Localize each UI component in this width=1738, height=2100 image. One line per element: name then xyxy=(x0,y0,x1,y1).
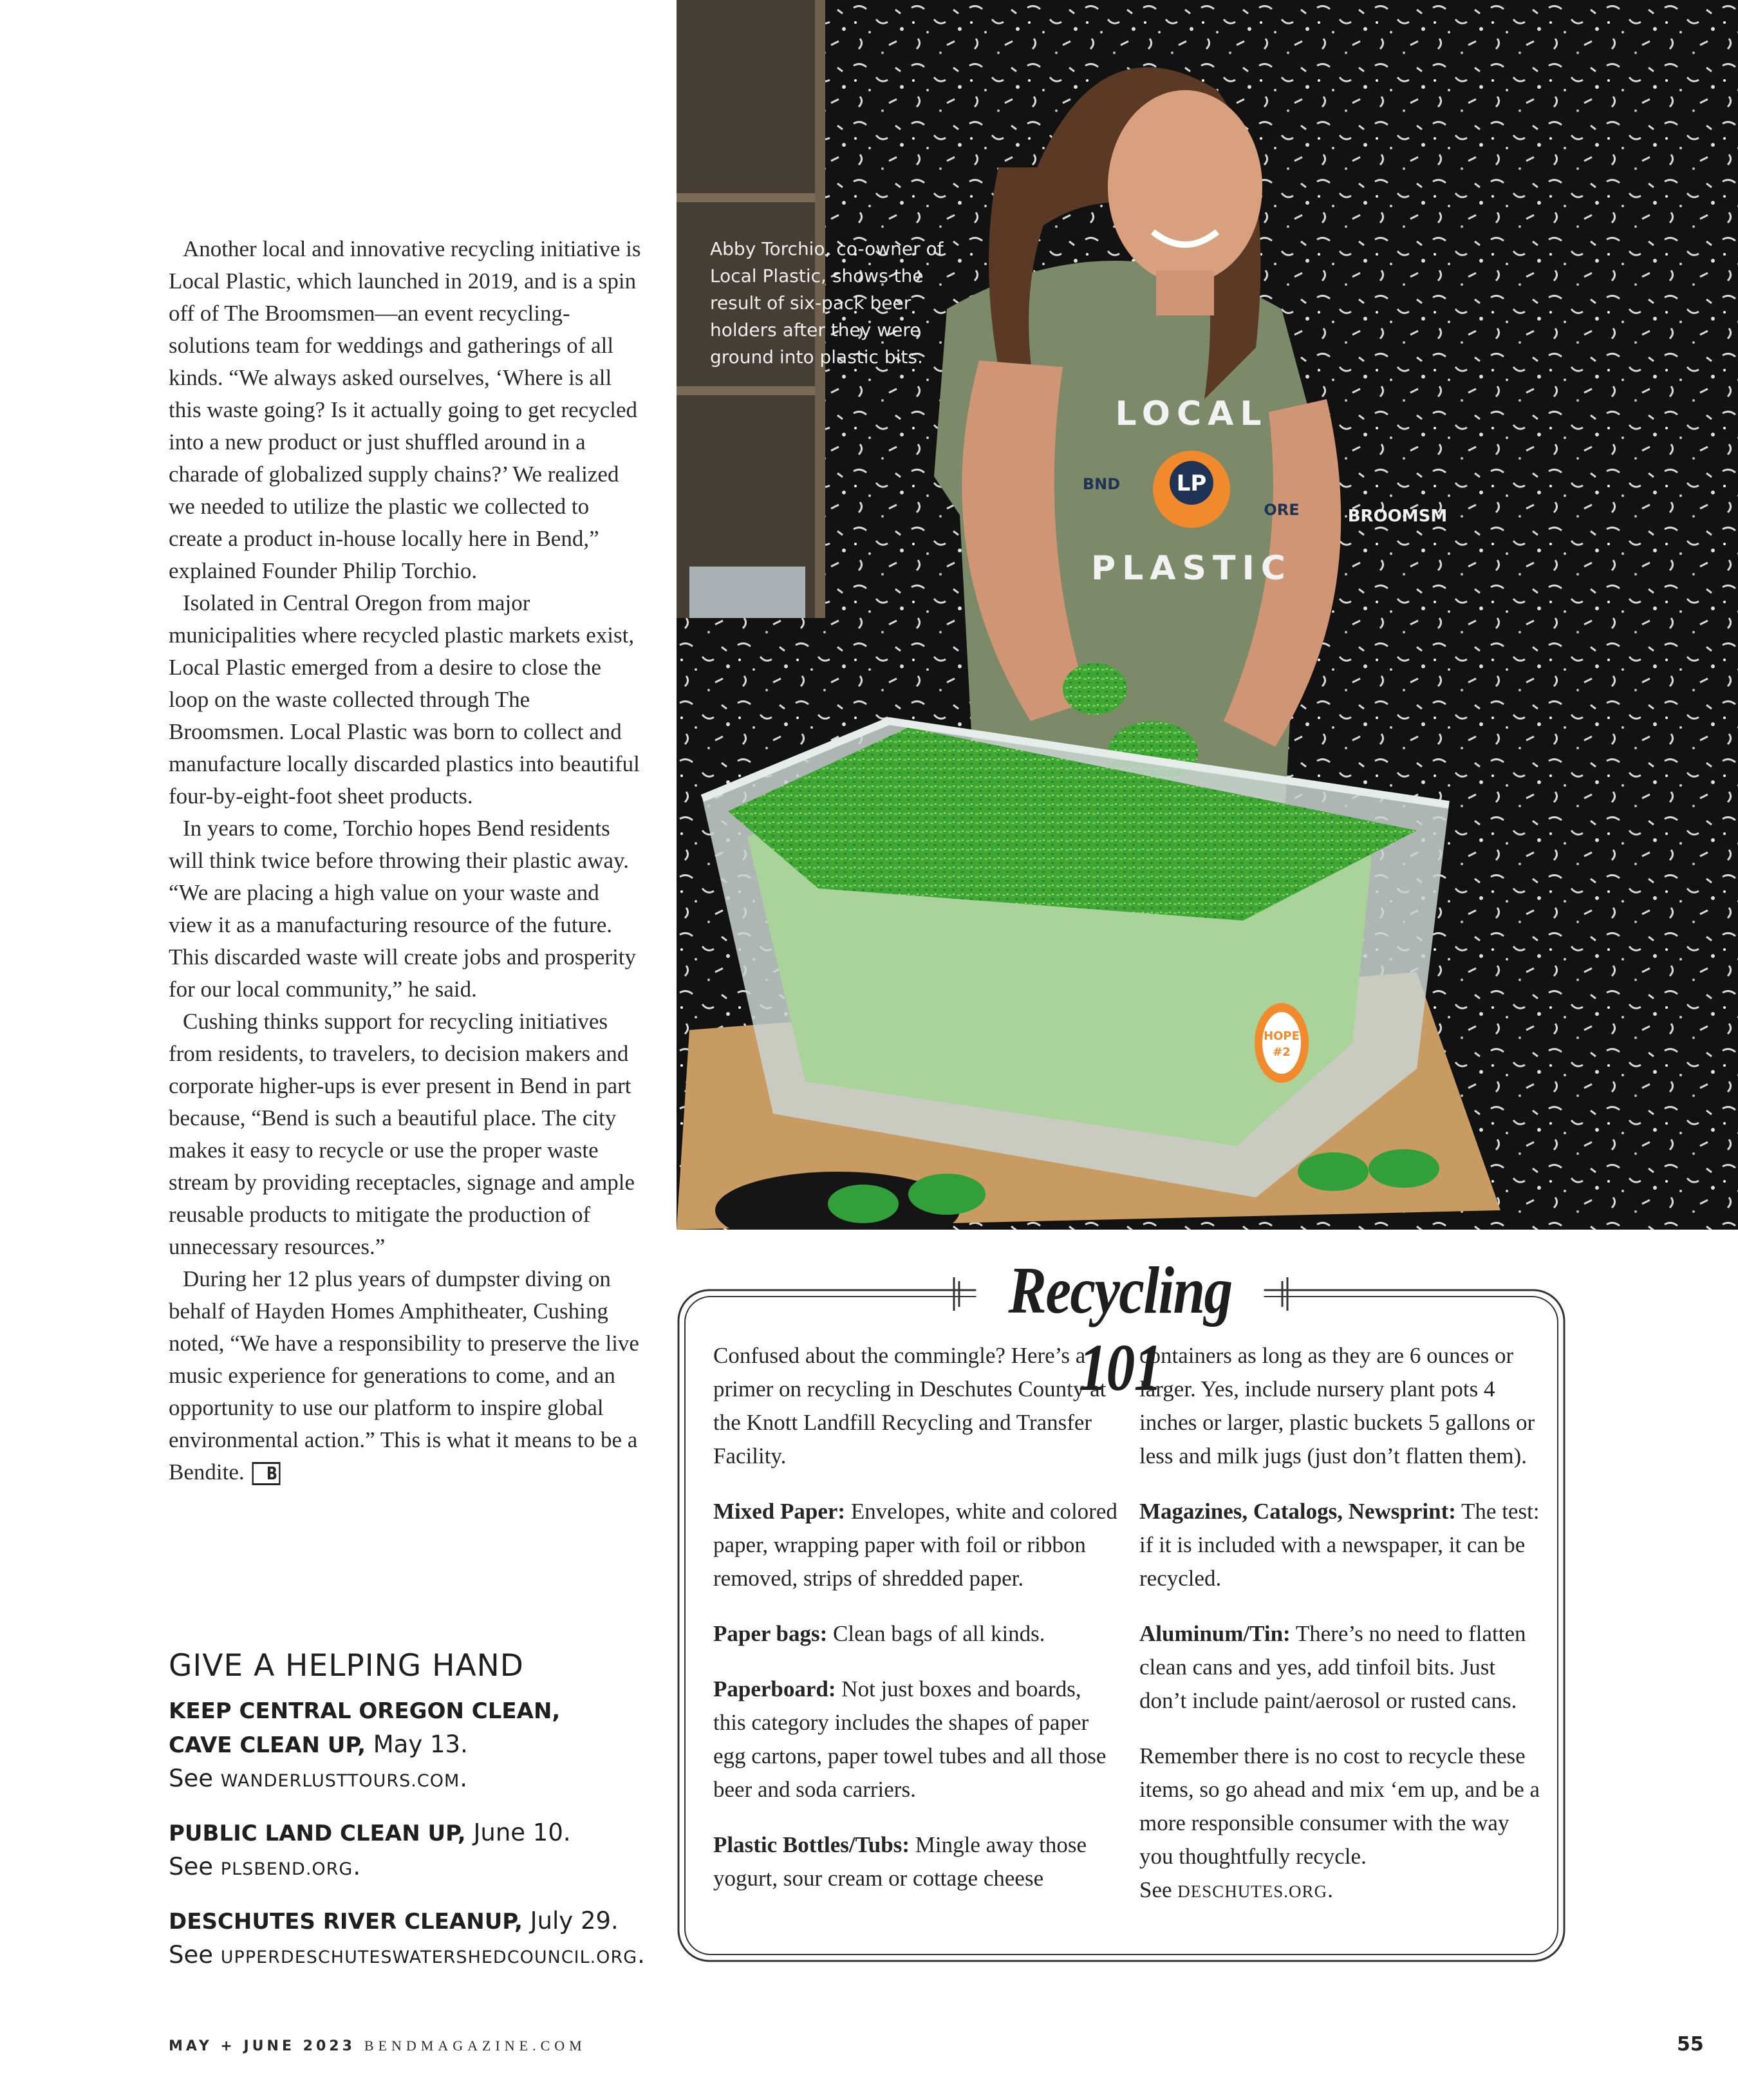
sleeve-text: BROOMSM xyxy=(1347,507,1448,526)
helping-hand-heading: GIVE A HELPING HAND xyxy=(169,1648,524,1683)
six-pack-holder xyxy=(908,1174,986,1215)
recycling-item-text: Envelopes, white and colored paper, wrapping paper with foil or ribbon removed, strips of shredded paper. xyxy=(713,1499,1117,1591)
recycling-item xyxy=(713,1673,1119,1806)
article-paragraph-text: During her 12 plus years of dumpster diving on behalf of Hayden Homes Amphitheater, Cushing noted, “We have a responsibility to preserve the live music experience for generations to come, and an opportunity to use our platform to inspire global environmental action.” This is what it means to be a Bendite. xyxy=(169,1266,639,1485)
six-pack-holder xyxy=(828,1185,899,1223)
event-date: May 13. xyxy=(365,1730,468,1758)
shirt-text-bnd: BND xyxy=(1082,475,1121,493)
article-paragraph: Isolated in Central Oregon from major municipalities where recycled plastic markets exist, Local Plastic emerged from a desire to close the loop on the waste collected through The Broomsmen. Local Plastic was born to collect and manufacture locally discarded plastics into beautiful four-by-eight-foot sheet products. xyxy=(169,590,640,809)
event-period: . xyxy=(460,1765,468,1792)
recycling-item-text: The test: if it is included with a newspaper, it can be recycled. xyxy=(1139,1499,1540,1591)
shirt-text-local: LOCAL xyxy=(1115,395,1268,433)
event-deschutes-river-cleanup xyxy=(169,1904,658,1974)
deschutes-link[interactable]: DESCHUTES.ORG xyxy=(1177,1882,1328,1901)
event-name: PUBLIC LAND CLEAN UP, xyxy=(169,1821,466,1846)
event-link[interactable]: UPPERDESCHUTESWATERSHEDCOUNCIL.ORG xyxy=(220,1947,638,1967)
recycling-item xyxy=(713,1828,1119,1895)
recycling-period: . xyxy=(1327,1877,1333,1902)
recycling-item-label: Plastic Bottles/Tubs: xyxy=(713,1832,910,1857)
recycling-item-label: Paperboard: xyxy=(713,1676,836,1702)
event-link[interactable]: PLSBEND.ORG xyxy=(220,1859,353,1879)
recycling-item-text: There’s no need to flatten clean cans and yes, add tinfoil bits. Just don’t include paint/aerosol or rusted cans. xyxy=(1139,1621,1526,1713)
shirt-text-plastic: PLASTIC xyxy=(1091,549,1292,588)
page-number: 55 xyxy=(1677,2033,1704,2056)
recycling-item xyxy=(713,1495,1119,1595)
recycling-item xyxy=(1139,1495,1545,1595)
svg-text:LP: LP xyxy=(1176,471,1207,496)
recycling-item-text: Not just boxes and boards, this category includes the shapes of paper egg cartons, paper towel tubes and all those beer and soda carriers. xyxy=(713,1676,1107,1802)
footer-issue-date: MAY + JUNE 2023 xyxy=(169,2038,355,2054)
six-pack-holder xyxy=(1369,1149,1439,1188)
title-bracket-right xyxy=(1280,1275,1290,1313)
article-paragraph: Cushing thinks support for recycling initiatives from residents, to travelers, to decision makers and corporate higher-ups is ever present in Bend in part because, “Bend is such a beautiful place. The city makes it easy to recycle or use the proper waste stream by providing receptacles, signage and ample reusable products to mitigate the production of unnecessary resources.” xyxy=(169,1009,635,1259)
end-mark-logo: B xyxy=(252,1462,280,1485)
photo-illustration xyxy=(677,0,1738,1230)
event-cave-clean-up xyxy=(169,1694,658,1798)
recycling-item xyxy=(1139,1617,1545,1718)
recycling-closing-text: Remember there is no cost to recycle these items, so go ahead and mix ‘em up, and be a more responsible consumer with the way you thoughtfully recycle. xyxy=(1139,1743,1540,1869)
event-see: See xyxy=(169,1853,221,1880)
footer-site[interactable]: BENDMAGAZINE.COM xyxy=(364,2038,586,2054)
title-bracket-left xyxy=(951,1275,962,1313)
recycling-column-1 xyxy=(713,1339,1119,1917)
recycling-column-2 xyxy=(1139,1339,1545,1930)
recycling-intro: Confused about the commingle? Here’s a primer on recycling in Deschutes County at the Knott Landfill Recycling and Transfer Facility. xyxy=(713,1343,1107,1468)
event-public-land-clean-up xyxy=(169,1816,658,1886)
event-date: June 10. xyxy=(465,1819,571,1846)
sticker-text-line1: HOPE xyxy=(1264,1029,1300,1043)
event-name: KEEP CENTRAL OREGON CLEAN, xyxy=(169,1698,561,1724)
event-see: See xyxy=(169,1765,221,1792)
six-pack-holder xyxy=(1298,1152,1369,1191)
event-name: CAVE CLEAN UP, xyxy=(169,1732,366,1758)
helping-hand-section xyxy=(169,1648,658,1992)
recycling-item xyxy=(713,1617,1119,1651)
sticker-text-line2: #2 xyxy=(1273,1045,1291,1059)
event-link[interactable]: WANDERLUSTTOURS.COM xyxy=(220,1771,460,1791)
recycling-item-label: Paper bags: xyxy=(713,1621,828,1646)
feature-photo xyxy=(677,0,1738,1230)
footer-issue xyxy=(169,2038,586,2054)
recycling-101-title: Recycling 101 xyxy=(976,1252,1264,1329)
event-period: . xyxy=(353,1853,361,1880)
event-date: July 29. xyxy=(522,1907,619,1935)
event-name: DESCHUTES RIVER CLEANUP, xyxy=(169,1909,523,1935)
article-paragraph: Another local and innovative recycling initiative is Local Plastic, which launched in 2019, and is a spin off of The Broomsmen—an event recycling-solutions team for weddings and gatherings of all kinds. “We always asked ourselves, ‘Where is all this waste going? Is it actually going to get recycled into a new product or just shuffled around in a charade of globalized supply chains?’ We realized we needed to utilize the plastic we collected to create a product in-house locally here in Bend,” explained Founder Philip Torchio. xyxy=(169,236,641,583)
recycling-item-text: Mingle away those yogurt, sour cream or cottage cheese xyxy=(713,1832,1087,1891)
article-paragraph xyxy=(169,1263,645,1488)
recycling-item-label: Aluminum/Tin: xyxy=(1139,1621,1291,1646)
recycling-item-label: Mixed Paper: xyxy=(713,1499,846,1524)
article-body xyxy=(169,233,645,1488)
event-period: . xyxy=(637,1941,645,1969)
recycling-item-label: Magazines, Catalogs, Newsprint: xyxy=(1139,1499,1456,1524)
recycling-see: See xyxy=(1139,1877,1178,1902)
face xyxy=(1108,90,1262,283)
shirt-text-ore: ORE xyxy=(1264,501,1300,519)
recycling-closing xyxy=(1139,1739,1545,1908)
recycling-continuation: containers as long as they are 6 ounces or larger. Yes, include nursery plant pots 4 inches or larger, plastic buckets 5 gallons or less and milk jugs (just don’t flatten them). xyxy=(1139,1343,1535,1468)
recycling-item-text: Clean bags of all kinds. xyxy=(827,1621,1045,1646)
event-see: See xyxy=(169,1941,221,1969)
article-paragraph: In years to come, Torchio hopes Bend residents will think twice before throwing their plastic away. “We are placing a high value on your waste and view it as a manufacturing resource of the future. This discarded waste will create jobs and prosperity for our local community,” he said. xyxy=(169,816,637,1002)
photo-caption: Abby Torchio, co-owner of Local Plastic, shows the result of six-pack beer holders after they were ground into plastic bits. xyxy=(710,238,944,368)
